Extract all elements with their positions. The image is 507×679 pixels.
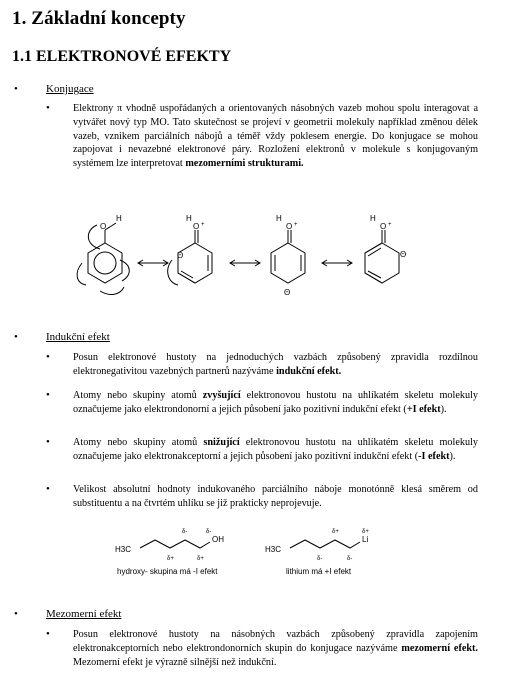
atom-o-1: O (100, 222, 107, 231)
bullet-mezomerni-1: • (46, 628, 50, 640)
atom-h-3: H (276, 214, 282, 223)
atom-o-3: O (286, 222, 293, 231)
bullet-mezomerni: • (14, 608, 18, 620)
bullet-indukcni-1: • (46, 351, 50, 363)
paragraph-mezomerni: Posun elektronové hustoty na násobných vazbách způsobený zpravidla zapojením elektronakceptorních nebo elektrondonorních skupin do konjugace nazýváme mezomerní efekt. Mezomerní efekt je výrazně silnější než indukční. (73, 629, 478, 668)
charge-minus-2: Θ (177, 251, 184, 260)
atom-h-4: H (370, 214, 376, 223)
right-delta-1: δ+ (362, 529, 369, 535)
section-heading: 1.1 ELEKTRONOVÉ EFEKTY (12, 48, 232, 65)
atom-o-4: O (380, 222, 387, 231)
charge-plus-2: + (201, 222, 205, 228)
atom-h-1: H (116, 214, 122, 223)
atom-o-2: O (193, 222, 200, 231)
left-delta-4: δ+ (197, 556, 204, 562)
paragraph-indukcni-4: Velikost absolutní hodnoty indukovaného parciálního náboje monotónně klesá směrem od substituentu a na čtvrtém uhlíku se již prakticky neprojevuje. (73, 484, 478, 509)
caption-lithium: lithium má +I efekt (286, 567, 352, 576)
right-li: Li (362, 535, 369, 544)
left-ch3: H3C (115, 545, 132, 554)
paragraph-indukcni-3: Atomy nebo skupiny atomů snižující elektronovou hustotu na uhlíkatém skeletu molekuly označujeme jako elektronakceptorní a jejich působení jako pozitivní indukční efekt (-I efekt). (73, 437, 478, 462)
bullet-indukcni: • (14, 331, 18, 343)
subsection-title-indukcni: Indukční efekt (46, 331, 110, 343)
right-delta-4: δ- (347, 556, 353, 562)
right-delta-3: δ- (317, 556, 323, 562)
paragraph-indukcni-1: Posun elektronové hustoty na jednoduchých vazbách způsobený zpravidla rozdílnou elektronegativitou vazebných partnerů nazýváme indukční efekt. (73, 352, 478, 377)
chapter-heading: 1. Základní koncepty (12, 8, 186, 29)
left-delta-2: δ- (182, 529, 188, 535)
charge-minus-3: Θ (284, 288, 291, 297)
paragraph-konjugace: Elektrony π vhodně uspořádaných a orientovaných násobných vazeb mohou spolu interagovat a vytvářet nový typ MO. Tato skutečnost se projeví v geometrii molekuly například změnou délek vazeb, vznikem parciálních nábojů a téměř vždy poklesem energie. Do konjugace se mohou zapojovat i nevazebné elektronové páry. Rozložení elektronů v molekule s konjugovaným systémem lze interpretovat mezomerními strukturami. (73, 103, 478, 170)
charge-plus-4: + (388, 222, 392, 228)
bullet-indukcni-4: • (46, 483, 50, 495)
bullet-indukcni-3: • (46, 436, 50, 448)
right-ch3: H3C (265, 545, 282, 554)
subsection-title-mezomerni: Mezomerní efekt (46, 608, 122, 620)
subsection-title-konjugace: Konjugace (46, 83, 94, 95)
caption-hydroxy: hydroxy- skupina má -I efekt (117, 567, 218, 576)
paragraph-indukcni-2: Atomy nebo skupiny atomů zvyšující elektronovou hustotu na uhlíkatém skeletu molekuly označujeme jako elektrondonorní a jejich působení jako pozitivní indukční efekt (+I efekt). (73, 390, 478, 415)
charge-minus-4: Θ (400, 250, 407, 259)
left-delta-1: δ- (206, 529, 212, 535)
bullet-konjugace-1: • (46, 102, 50, 114)
bullet-indukcni-2: • (46, 389, 50, 401)
right-delta-2: δ+ (332, 529, 339, 535)
resonance-figure (60, 205, 450, 305)
left-oh: OH (212, 535, 224, 544)
left-delta-3: δ+ (167, 556, 174, 562)
atom-h-2: H (186, 214, 192, 223)
charge-plus-3: + (294, 222, 298, 228)
bullet-konjugace: • (14, 83, 18, 95)
